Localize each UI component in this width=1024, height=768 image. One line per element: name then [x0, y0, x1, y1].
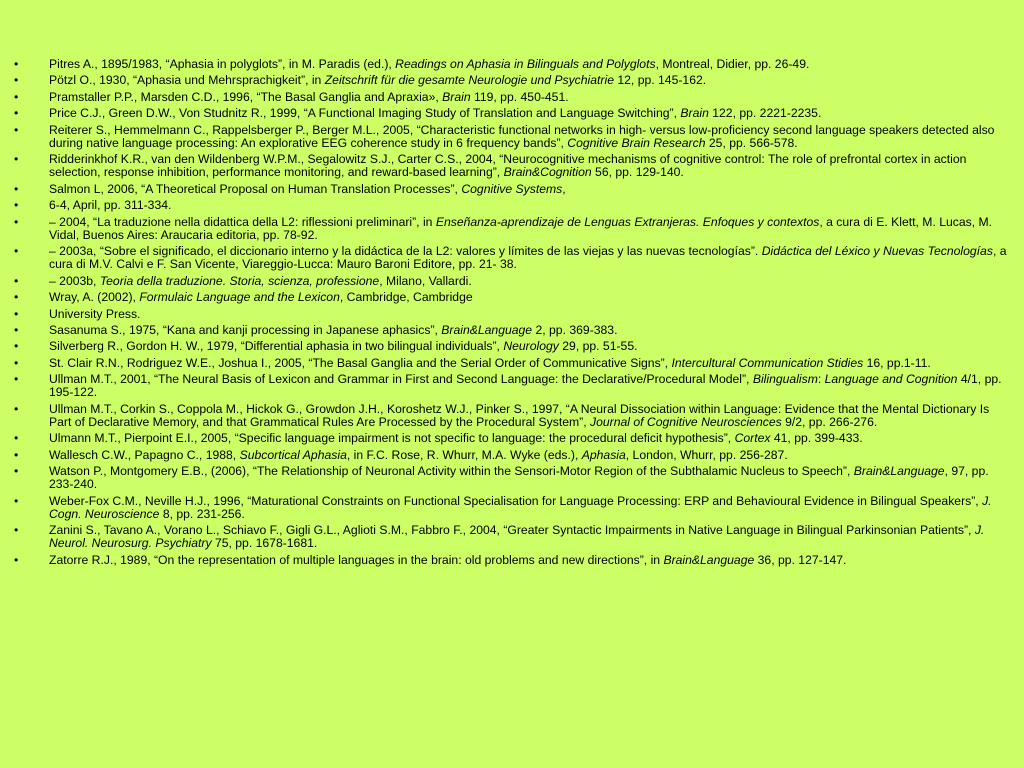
- bullet-icon: •: [14, 73, 19, 88]
- reference-item: [0, 554, 1014, 567]
- bullet-icon: •: [14, 401, 19, 416]
- reference-italic-text: Aphasia: [581, 447, 626, 462]
- reference-item: [0, 153, 1014, 179]
- reference-italic-text: Brain: [680, 106, 709, 121]
- reference-text: , 97, pp. 233-240.: [49, 464, 989, 492]
- reference-item: [0, 432, 1014, 445]
- bullet-icon: •: [14, 322, 19, 337]
- reference-text: Zanini S., Tavano A., Vorano L., Schiavo F., Gigli G.L., Aglioti S.M., Fabbro F., 2004, “Greater Syntactic Impairments in Native Language in Bilingual Parkinsonian Patients”,: [49, 523, 975, 538]
- reference-item: [0, 91, 1014, 104]
- reference-item: [0, 107, 1014, 120]
- bullet-icon: •: [14, 273, 19, 288]
- bullet-icon: •: [14, 122, 19, 137]
- reference-text: , in F.C. Rose, R. Whurr, M.A. Wyke (eds.),: [346, 447, 582, 462]
- reference-italic-text: Journal of Cognitive Neurosciences: [589, 414, 782, 429]
- reference-text: Reiterer S., Hemmelmann C., Rappelsberger P., Berger M.L., 2005, “Characteristic functional networks in high- versus low-proficiency second language speakers detected also during native language processing: An explorative EEG coherence study in 6 frequency bands”,: [49, 122, 995, 150]
- reference-text: – 2004, “La traduzione nella didattica della L2: riflessioni preliminari”, in: [49, 214, 436, 229]
- reference-item: [0, 449, 1014, 462]
- bullet-icon: •: [14, 447, 19, 462]
- bullet-icon: •: [14, 464, 19, 479]
- reference-text: Ullman M.T., 2001, “The Neural Basis of Lexicon and Grammar in First and Second Language: the Declarative/Procedural Model”,: [49, 372, 753, 387]
- reference-italic-text: Brain&Language: [663, 552, 755, 567]
- reference-italic-text: Cortex: [734, 431, 771, 446]
- reference-italic-text: Zeitschrift für die gesamte Neurologie und Psychiatrie: [324, 73, 614, 88]
- bullet-icon: •: [14, 198, 19, 213]
- bullet-icon: •: [14, 214, 19, 229]
- reference-text: 56, pp. 129-140.: [591, 165, 684, 180]
- reference-item: [0, 403, 1014, 429]
- reference-text: 119, pp. 450-451.: [470, 89, 569, 104]
- reference-item: [0, 465, 1014, 491]
- reference-text: 2, pp. 369-383.: [532, 322, 618, 337]
- reference-text: Wray, A. (2002),: [49, 290, 140, 305]
- reference-italic-text: Brain&Language: [853, 464, 945, 479]
- reference-italic-text: Neurology: [503, 339, 559, 354]
- reference-item: [0, 183, 1014, 196]
- reference-text: Pötzl O., 1930, “Aphasia und Mehrsprachigkeit”, in: [49, 73, 325, 88]
- reference-text: 25, pp. 566-578.: [705, 135, 798, 150]
- reference-text: , Milano, Vallardi.: [379, 273, 472, 288]
- bullet-icon: •: [14, 372, 19, 387]
- bullet-icon: •: [14, 106, 19, 121]
- reference-text: Weber-Fox C.M., Neville H.J., 1996, “Maturational Constraints on Functional Specialisation for Language Processing: ERP and Behavioural Evidence in Bilingual Speakers”,: [49, 493, 983, 508]
- bullet-icon: •: [14, 355, 19, 370]
- reference-italic-text: Enseñanza-aprendizaje de Lenguas Extranjeras. Enfoques y contextos: [435, 214, 820, 229]
- bullet-icon: •: [14, 339, 19, 354]
- bullet-icon: •: [14, 89, 19, 104]
- reference-text: 8, pp. 231-256.: [159, 506, 245, 521]
- reference-text: 36, pp. 127-147.: [754, 552, 847, 567]
- reference-text: Zatorre R.J., 1989, “On the representation of multiple languages in the brain: old problems and new directions”, in: [49, 552, 664, 567]
- reference-text: Ridderinkhof K.R., van den Wildenberg W.P.M., Segalowitz S.J., Carter C.S., 2004, “Neurocognitive mechanisms of cognitive control: The role of prefrontal cortex in action selection, response inhibition, performance monitoring, and reward-based learning”,: [49, 152, 967, 180]
- reference-item: [0, 291, 1014, 304]
- bullet-icon: •: [14, 57, 19, 71]
- reference-text: :: [817, 372, 825, 387]
- reference-text: Watson P., Montgomery E.B., (2006), “The Relationship of Neuronal Activity within the Sensori-Motor Region of the Subthalamic Nucleus to Speech”,: [49, 464, 854, 479]
- reference-text: , Cambridge, Cambridge: [339, 290, 473, 305]
- reference-italic-text: J. Neurol. Neurosurg. Psychiatry: [49, 523, 985, 551]
- reference-text: 6-4, April, pp. 311-334.: [49, 198, 172, 213]
- reference-item: [0, 495, 1014, 521]
- bullet-icon: •: [14, 431, 19, 446]
- reference-item: [0, 74, 1014, 87]
- reference-text: 9/2, pp. 266-276.: [781, 414, 878, 429]
- reference-text: Price C.J., Green D.W., Von Studnitz R., 1999, “A Functional Imaging Study of Translation and Language Switching”,: [49, 106, 681, 121]
- reference-item: [0, 373, 1014, 399]
- reference-italic-text: Formulaic Language and the Lexicon: [139, 290, 340, 305]
- reference-text: ,: [562, 181, 566, 196]
- reference-italic-text: Didáctica del Léxico y Nuevas Tecnologías: [761, 244, 993, 259]
- bullet-icon: •: [14, 290, 19, 305]
- reference-italic-text: Language and Cognition: [824, 372, 958, 387]
- bullet-icon: •: [14, 493, 19, 508]
- reference-text: 16, pp.1-11.: [863, 355, 931, 370]
- reference-text: University Press.: [49, 306, 141, 321]
- reference-text: Pramstaller P.P., Marsden C.D., 1996, “The Basal Ganglia and Apraxia»,: [49, 89, 443, 104]
- reference-text: Salmon L, 2006, “A Theoretical Proposal on Human Translation Processes”,: [49, 181, 462, 196]
- reference-item: [0, 275, 1014, 288]
- reference-item: [0, 357, 1014, 370]
- reference-text: Wallesch C.W., Papagno C., 1988,: [49, 447, 240, 462]
- reference-text: 29, pp. 51-55.: [558, 339, 638, 354]
- bullet-icon: •: [14, 244, 19, 259]
- reference-italic-text: Brain&Language: [441, 322, 533, 337]
- reference-text: 41, pp. 399-433.: [770, 431, 863, 446]
- reference-text: Ullman M.T., Corkin S., Coppola M., Hickok G., Growdon J.H., Koroshetz W.J., Pinker S., 1997, “A Neural Dissociation within Language: Evidence that the Mental Dictionary Is Part of Declarative Memory, and that Grammatical Rules Are Processed by the Procedural System”,: [49, 401, 990, 429]
- reference-text: , a cura di E. Klett, M. Lucas, M. Vidal, Buenos Aires: Araucaria editoria, pp. 78-92.: [49, 214, 993, 242]
- reference-italic-text: Intercultural Communication Stidies: [671, 355, 864, 370]
- reference-italic-text: Subcortical Aphasia: [239, 447, 347, 462]
- reference-text: , London, Whurr, pp. 256-287.: [625, 447, 788, 462]
- reference-text: Pitres A., 1895/1983, “Aphasia in polyglots”, in M. Paradis (ed.),: [49, 57, 396, 71]
- reference-item: [0, 324, 1014, 337]
- reference-item: [0, 340, 1014, 353]
- reference-italic-text: Brain: [442, 89, 471, 104]
- reference-italic-text: Brain&Cognition: [503, 165, 592, 180]
- reference-item: [0, 245, 1014, 271]
- reference-text: , a cura di M.V. Calvi e F. San Vicente, Viareggio-Lucca: Mauro Baroni Editore, pp. 21- 38.: [49, 244, 1007, 272]
- bullet-icon: •: [14, 306, 19, 321]
- reference-text: 4/1, pp. 195-122.: [49, 372, 1002, 400]
- reference-item: [0, 199, 1014, 212]
- reference-item: [0, 58, 1014, 71]
- reference-item: [0, 308, 1014, 321]
- reference-italic-text: Cognitive Brain Research: [567, 135, 706, 150]
- reference-text: St. Clair R.N., Rodriguez W.E., Joshua I., 2005, “The Basal Ganglia and the Serial Order of Communicative Signs”,: [49, 355, 672, 370]
- bullet-icon: •: [14, 181, 19, 196]
- reference-item: [0, 524, 1014, 550]
- reference-text: Silverberg R., Gordon H. W., 1979, “Differential aphasia in two bilingual individuals”,: [49, 339, 504, 354]
- reference-italic-text: Cognitive Systems: [461, 181, 563, 196]
- reference-italic-text: J. Cogn. Neuroscience: [49, 493, 992, 521]
- bullet-icon: •: [14, 552, 19, 567]
- reference-text: , Montreal, Didier, pp. 26-49.: [655, 57, 810, 71]
- reference-text: 12, pp. 145-162.: [613, 73, 707, 88]
- reference-text: – 2003a, “Sobre el significado, el diccionario interno y la didáctica de la L2: valores y límites de las viejas y las nuevas tecnologías”.: [49, 244, 762, 259]
- reference-italic-text: Bilingualism: [752, 372, 818, 387]
- reference-text: Ulmann M.T., Pierpoint E.I., 2005, “Specific language impairment is not specific to language: the procedural deficit hypothesis”,: [49, 431, 735, 446]
- reference-text: 122, pp. 2221-2235.: [708, 106, 822, 121]
- bullet-icon: •: [14, 152, 19, 167]
- reference-item: [0, 124, 1014, 150]
- reference-text: Sasanuma S., 1975, “Kana and kanji processing in Japanese aphasics”,: [49, 322, 442, 337]
- reference-italic-text: Readings on Aphasia in Bilinguals and Polyglots: [395, 57, 656, 71]
- reference-item: [0, 216, 1014, 242]
- bullet-icon: •: [14, 523, 19, 538]
- reference-text: – 2003b,: [49, 273, 100, 288]
- reference-italic-text: Teoria della traduzione. Storia, scienza, professione: [99, 273, 380, 288]
- reference-text: 75, pp. 1678-1681.: [211, 536, 318, 551]
